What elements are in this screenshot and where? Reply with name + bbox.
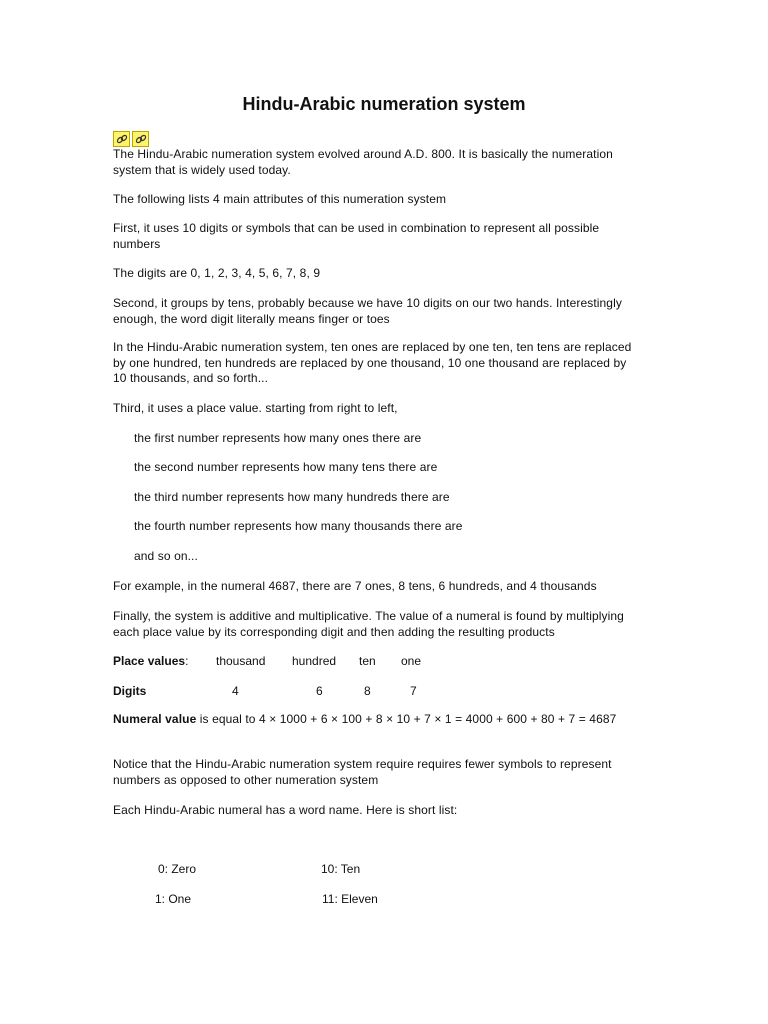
paragraph-digits: The digits are 0, 1, 2, 3, 4, 5, 6, 7, 8, 9 xyxy=(113,266,321,280)
link-icon-glyph xyxy=(135,133,147,145)
indented-line: the second number represents how many tens there are xyxy=(134,460,438,474)
place-value-item: hundred xyxy=(292,654,337,668)
link-icon[interactable] xyxy=(132,131,149,147)
paragraph-example: For example, in the numeral 4687, there are 7 ones, 8 tens, 6 hundreds, and 4 thousands xyxy=(113,579,597,593)
link-icon[interactable] xyxy=(113,131,130,147)
word-name-item: 1: One xyxy=(155,892,192,906)
link-icon-glyph xyxy=(116,133,128,145)
paragraph-grouping: In the Hindu-Arabic numeration system, ten ones are replaced by one ten, ten tens are replaced by one hundred, ten hundreds are replaced by one thousand, 10 one thousand are replaced by 10 thousands, and so forth... xyxy=(113,340,632,385)
place-value-item: ten xyxy=(359,654,376,668)
place-values-row xyxy=(113,653,673,669)
paragraph-notice: Notice that the Hindu-Arabic numeration system require requires fewer symbols to represent numbers as opposed to other numeration system xyxy=(113,757,612,787)
numeral-value-line xyxy=(113,712,673,728)
digits-row xyxy=(113,683,673,699)
paragraph-first: First, it uses 10 digits or symbols that can be used in combination to represent all possible numbers xyxy=(113,221,600,251)
paragraph-intro: The Hindu-Arabic numeration system evolved around A.D. 800. It is basically the numeration system that is widely used today. xyxy=(113,147,613,177)
word-name-item: 10: Ten xyxy=(321,862,361,876)
place-values-label: Place values: xyxy=(113,654,189,668)
paragraph-third: Third, it uses a place value. starting from right to left, xyxy=(113,401,398,415)
word-name-row xyxy=(113,861,673,877)
page-title: Hindu-Arabic numeration system xyxy=(242,94,526,114)
paragraph-finally: Finally, the system is additive and multiplicative. The value of a numeral is found by multiplying each place value by its corresponding digit and then adding the resulting products xyxy=(113,609,624,639)
paragraph-word-names: Each Hindu-Arabic numeral has a word name. Here is short list: xyxy=(113,803,458,817)
digit-item: 8 xyxy=(364,684,371,698)
indented-line: the first number represents how many ones there are xyxy=(134,431,422,445)
numeral-value-label: Numeral value xyxy=(113,712,197,726)
paragraph-attributes: The following lists 4 main attributes of this numeration system xyxy=(113,192,447,206)
word-name-item: 11: Eleven xyxy=(322,892,378,906)
word-name-row xyxy=(113,891,673,907)
numeral-value-text: is equal to 4 × 1000 + 6 × 100 + 8 × 10 + 7 × 1 = 4000 + 600 + 80 + 7 = 4687 xyxy=(196,712,617,726)
icon-group xyxy=(113,131,151,148)
paragraph-second: Second, it groups by tens, probably because we have 10 digits on our two hands. Interestingly enough, the word digit literally means finger or toes xyxy=(113,296,622,326)
digits-label: Digits xyxy=(113,684,147,698)
digit-item: 7 xyxy=(410,684,417,698)
digit-item: 4 xyxy=(232,684,239,698)
indented-line: the third number represents how many hundreds there are xyxy=(134,490,450,504)
word-name-item: 0: Zero xyxy=(158,862,197,876)
indented-line: and so on... xyxy=(134,549,198,563)
place-value-item: thousand xyxy=(216,654,266,668)
indented-line: the fourth number represents how many thousands there are xyxy=(134,519,463,533)
digit-item: 6 xyxy=(316,684,323,698)
place-value-item: one xyxy=(401,654,422,668)
